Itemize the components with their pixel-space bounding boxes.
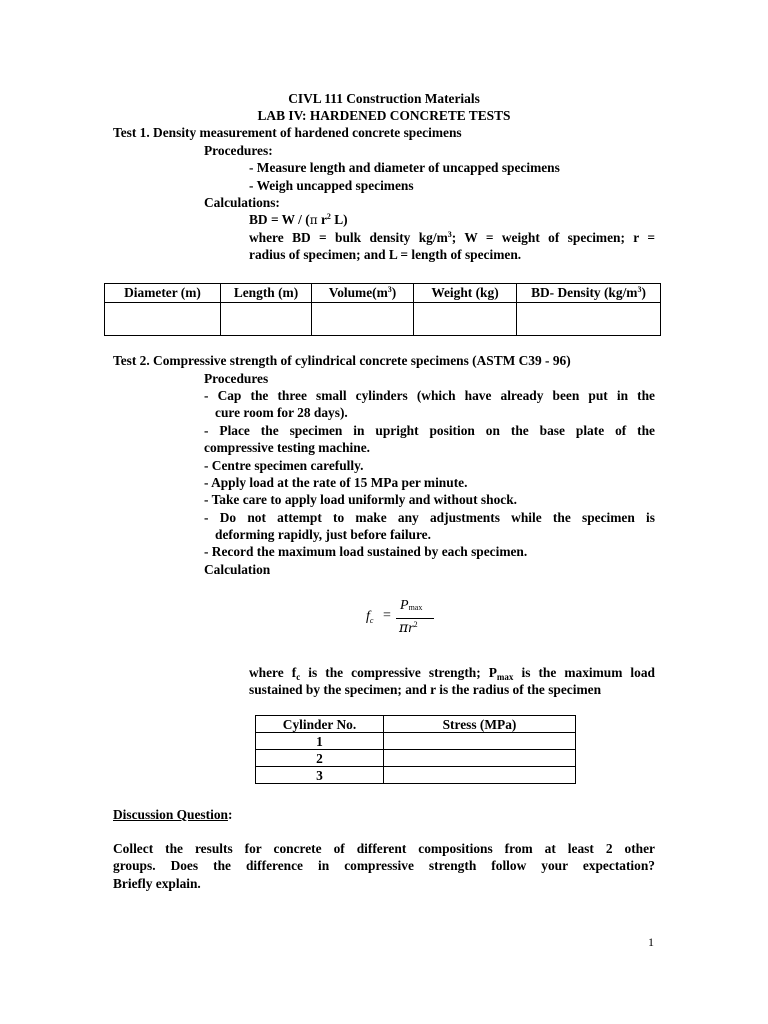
header-length: Length (m) <box>221 284 312 303</box>
test2-step-7: - Record the maximum load sustained by each specimen. <box>204 544 528 559</box>
test2-procedures-label: Procedures <box>204 371 269 386</box>
discussion-line-3: Briefly explain. <box>113 876 201 891</box>
test2-step-2b: compressive testing machine. <box>204 440 370 455</box>
header-cylinder-no: Cylinder No. <box>256 716 384 733</box>
test2-where-line1: where $f_c$ is the compressive strength; $P_{max}$ is the maximum load <box>249 665 655 682</box>
cell-density[interactable] <box>517 303 661 336</box>
cylinder-number: 1 <box>256 733 384 750</box>
test1-where-line2: radius of specimen; and L = length of specimen. <box>249 247 522 262</box>
cylinder-number: 3 <box>256 767 384 784</box>
discussion-line-1: Collect the results for concrete of different compositions from at least 2 other <box>113 841 655 856</box>
fraction-bar <box>396 618 434 619</box>
header-density: BD- Density $(kg/m^3)$ <box>517 284 661 303</box>
density-table <box>104 283 661 336</box>
stress-cell[interactable] <box>384 767 576 784</box>
discussion-heading: Discussion Question: <box>113 807 233 822</box>
test1-formula: BD = W / (π $r^2$ L) <box>249 212 348 227</box>
density-table-data-row <box>105 303 661 336</box>
cylinder-number: 2 <box>256 750 384 767</box>
test2-step-3: - Centre specimen carefully. <box>204 458 364 473</box>
test2-step-1a: - Cap the three small cylinders (which have already been put in the <box>204 388 655 403</box>
table-row <box>256 767 576 784</box>
test2-title: Test 2. Compressive strength of cylindrical concrete specimens (ASTM C39 - 96) <box>113 353 571 368</box>
cell-volume[interactable] <box>312 303 414 336</box>
cell-length[interactable] <box>221 303 312 336</box>
test2-step-2a: - Place the specimen in upright position on the base plate of the <box>204 423 655 438</box>
test2-step-5: - Take care to apply load uniformly and without shock. <box>204 492 517 507</box>
test1-where-line1: where BD = bulk density $kg/m^3$; W = weight of specimen; r = <box>249 230 655 245</box>
test2-step-1b: cure room for 28 days). <box>215 405 348 420</box>
test2-calculation-label: Calculation <box>204 562 271 577</box>
cell-weight[interactable] <box>414 303 517 336</box>
stress-cell[interactable] <box>384 750 576 767</box>
page-number: 1 <box>648 935 654 949</box>
compressive-strength-formula <box>366 598 436 638</box>
course-title: CIVL 111 Construction Materials <box>288 91 480 106</box>
test2-step-6b: deforming rapidly, just before failure. <box>215 527 431 542</box>
pi-symbol: π <box>309 213 318 227</box>
stress-table <box>255 715 576 784</box>
lab-title: LAB IV: HARDENED CONCRETE TESTS <box>257 108 511 123</box>
test1-procedure-2: - Weigh uncapped specimens <box>249 178 414 193</box>
header-diameter: Diameter (m) <box>105 284 221 303</box>
discussion-line-2: groups. Does the difference in compressive strength follow your expectation? <box>113 858 655 873</box>
density-table-header-row <box>105 284 661 303</box>
test2-where-line2: sustained by the specimen; and r is the radius of the specimen <box>249 682 602 697</box>
table-row <box>256 733 576 750</box>
test1-calculations-label: Calculations: <box>204 195 280 210</box>
formula-equals: = <box>383 608 391 623</box>
stress-cell[interactable] <box>384 733 576 750</box>
formula-lhs: $f_c$ <box>366 609 374 625</box>
test2-step-4: - Apply load at the rate of 15 MPa per minute. <box>204 475 468 490</box>
test1-procedure-1: - Measure length and diameter of uncapped specimens <box>249 160 560 175</box>
test2-step-6a: - Do not attempt to make any adjustments while the specimen is <box>204 510 655 525</box>
formula-denominator: $\pi r^2$ <box>399 620 418 636</box>
stress-table-header-row <box>256 716 576 733</box>
header-volume: $Volume(m^3)$ <box>312 284 414 303</box>
cell-diameter[interactable] <box>105 303 221 336</box>
header-weight: Weight (kg) <box>414 284 517 303</box>
test1-procedures-label: Procedures: <box>204 143 273 158</box>
test1-title: Test 1. Density measurement of hardened concrete specimens <box>113 125 462 140</box>
table-row <box>256 750 576 767</box>
header-stress: Stress (MPa) <box>384 716 576 733</box>
formula-numerator: $P_{max}$ <box>400 598 423 613</box>
